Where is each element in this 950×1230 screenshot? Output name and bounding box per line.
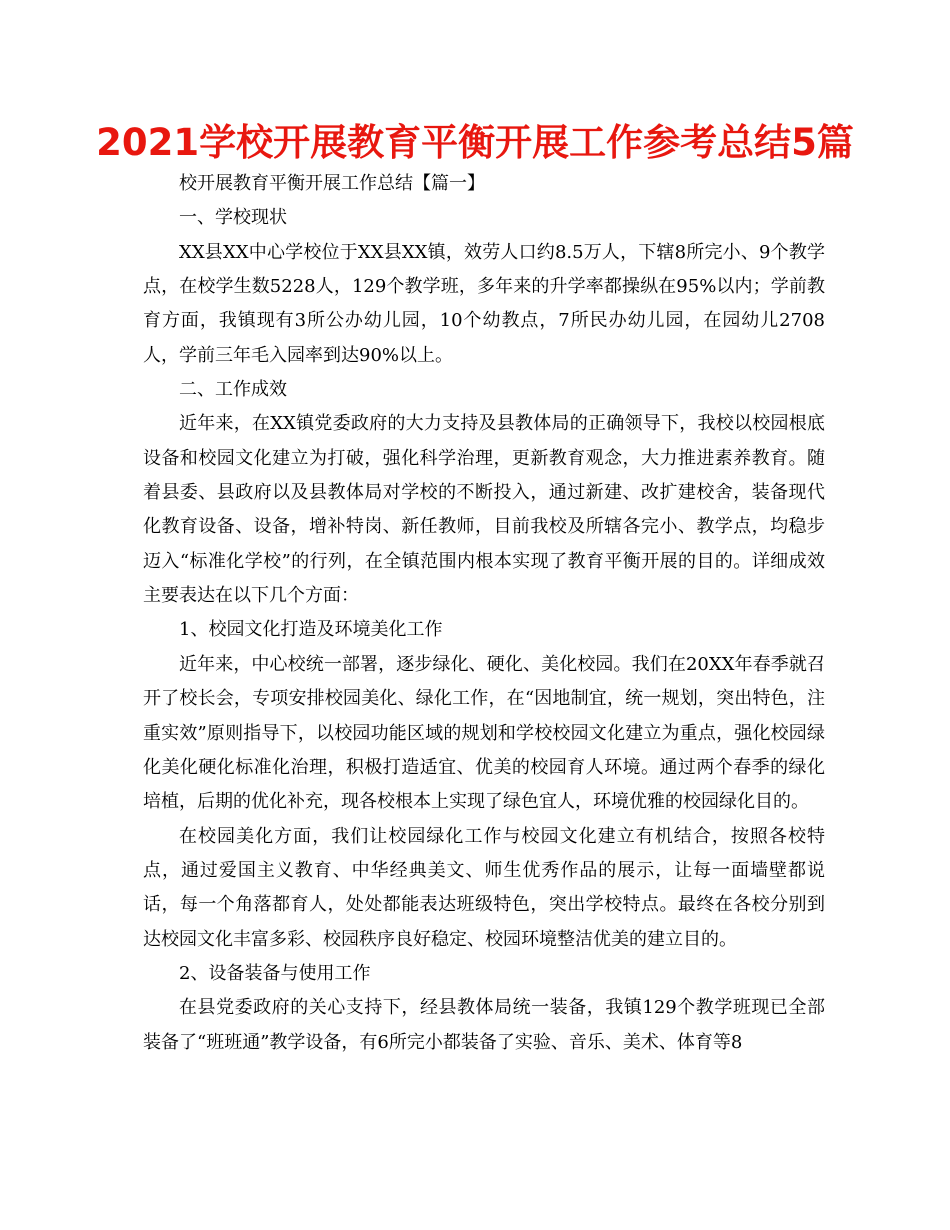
paragraph-heading-school-status: 一、学校现状 — [179, 207, 287, 229]
paragraph-achievements: 近年来，在XX镇党委政府的大力支持及县教体局的正确领导下，我校以校园根底设备和校园文化建立为打破，强化科学治理，更新教育观念，大力推进素养教育。随着县委、县政府以及县教体局对学校的不断投入，通过新建、改扩建校舍，装备现代化教育设备、设备，增补特岗、新任教师，目前我校及所辖各完小、教学点，均稳步迈入“标准化学校”的行列，在全镇范围内根本实现了教育平衡开展的目的。详细成效主要表达在以下几个方面： — [143, 413, 825, 607]
paragraph-campus-greening: 近年来，中心校统一部署，逐步绿化、硬化、美化校园。我们在20XX年春季就召开了校长会，专项安排校园美化、绿化工作，在“因地制宜，统一规划，突出特色，注重实效”原则指导下，以校园功能区域的规划和学校校园文化建立为重点，强化校园绿化美化硬化标准化治理，积极打造适宜、优美的校园育人环境。通过两个春季的绿化培植，后期的优化补充，现各校根本上实现了绿色宜人，环境优雅的校园绿化目的。 — [143, 653, 825, 813]
document-title: 2021学校开展教育平衡开展工作参考总结5篇 — [96, 121, 854, 164]
paragraph-section-heading: 校开展教育平衡开展工作总结【篇一】 — [179, 173, 485, 194]
paragraph-school-status: XX县XX中心学校位于XX县XX镇，效劳人口约8.5万人，下辖8所完小、9个教学点，在校学生数5228人，129个教学班，多年来的升学率都操纵在95%以内；学前教育方面，我镇现有3所公办幼儿园，10个幼教点，7所民办幼儿园，在园幼儿2708人，学前三年毛入园率到达90%以上。 — [143, 241, 825, 366]
paragraph-heading-equipment: 2、设备装备与使用工作 — [179, 962, 371, 984]
document-body — [143, 167, 825, 1060]
paragraph-campus-beautification: 在校园美化方面，我们让校园绿化工作与校园文化建立有机结合，按照各校特点，通过爱国主义教育、中华经典美文、师生优秀作品的展示，让每一面墙壁都说话，每一个角落都育人，处处都能表达班级特色，突出学校特点。最终在各校分别到达校园文化丰富多彩、校园秩序良好稳定、校园环境整洁优美的建立目的。 — [143, 825, 825, 950]
paragraph-equipment: 在县党委政府的关心支持下，经县教体局统一装备，我镇129个教学班现已全部装备了“班班通”教学设备，有6所完小都装备了实验、音乐、美术、体育等8 — [143, 997, 825, 1053]
paragraph-heading-campus-culture: 1、校园文化打造及环境美化工作 — [179, 619, 443, 641]
paragraph-heading-achievements: 二、工作成效 — [179, 379, 287, 401]
